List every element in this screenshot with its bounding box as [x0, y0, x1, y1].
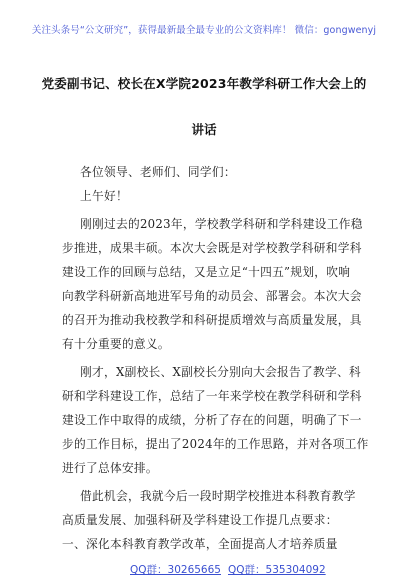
salutation-line: 各位领导、老师们、同学们：: [80, 165, 236, 179]
paragraph-line: 有十分重要的意义。: [62, 337, 170, 351]
paragraph-line: 刚刚过去的2023年，学校教学科研和学科建设工作稳: [80, 217, 363, 231]
paragraph-line: 高质量发展、加强科研及学科建设工作提几点要求：: [62, 513, 338, 527]
document-title: 党委副书记、校长在X学院2023年教学科研工作大会上的: [41, 76, 367, 91]
document-title-continued: 讲话: [191, 122, 217, 137]
section-heading: 一、深化本科教育教学改革，全面提高人才培养质量: [62, 537, 338, 551]
paragraph-line: 刚才，X副校长、X副校长分别向大会报告了教学、科: [80, 365, 361, 379]
paragraph-line: 向教学科研新高地进军号角的动员会、部署会。本次大会: [62, 289, 362, 303]
paragraph-line: 建设工作中取得的成绩，分析了存在的问题，明确了下一: [62, 413, 362, 427]
paragraph-line: 建设工作的回顾与总结，又是立足“十四五”规划，吹响: [62, 265, 351, 279]
paragraph-line: 进行了总体安排。: [62, 461, 158, 475]
paragraph-line: 步推进，成果丰硕。本次大会既是对学校教学科研和学科: [62, 241, 362, 255]
qq-group-link-right[interactable]: QQ群：535304092: [228, 564, 326, 576]
paragraph-line: 借此机会，我就今后一段时期学校推进本科教育教学: [80, 489, 356, 503]
greeting-line: 上午好！: [80, 189, 128, 203]
paragraph-line: 研和学科建设工作，总结了一年来学校在教学科研和学科: [62, 389, 362, 403]
paragraph-line: 的召开为推动我校教学和科研提质增效与高质量发展，具: [62, 313, 362, 327]
paragraph-line: 步的工作目标，提出了2024年的工作思路，并对各项工作: [62, 437, 369, 451]
header-notice: 关注头条号“公文研究”，获得最新最全最专业的公文资料库！ 微信：gongwenyj: [31, 25, 377, 36]
qq-group-link-left[interactable]: QQ群：30265665: [130, 564, 221, 576]
